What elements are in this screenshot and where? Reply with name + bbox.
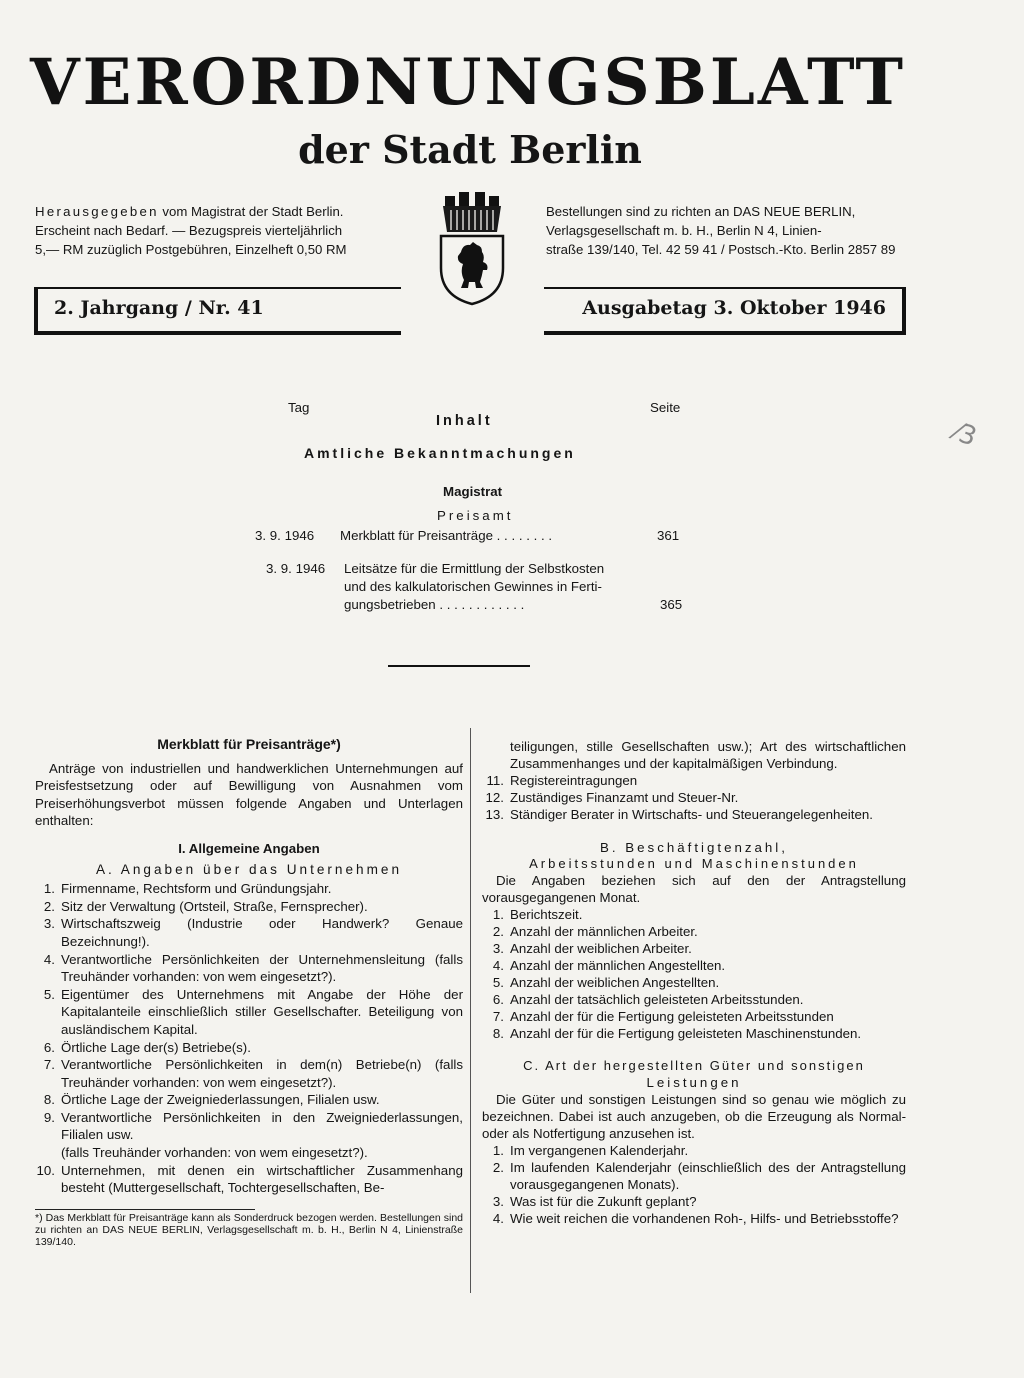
masthead-title: VERORDNUNGSBLATT — [30, 45, 906, 120]
list-item: 1. Berichtszeit. — [492, 907, 583, 923]
separator-rule — [388, 665, 530, 667]
article-right-column — [482, 739, 906, 1227]
publisher-line1: vom Magistrat der Stadt Berlin. — [158, 204, 344, 219]
toc-section-heading: Amtliche Bekanntmachungen — [304, 445, 576, 461]
list-item: 4. Wie weit reichen die vorhandenen Roh-, Hilfs- und Betriebsstoffe? — [492, 1210, 899, 1226]
orders-line1: Bestellungen sind zu richten an DAS NEUE BERLIN, — [546, 204, 856, 219]
list-item-continuation: (falls Treuhänder vorhanden: von wem eingesetzt?). — [61, 1145, 368, 1161]
section-c-intro: Die Güter und sonstigen Leistungen sind so genau wie möglich zu bezeichnen. Dabei ist auch anzugeben, ob die Erzeugung als Normal- oder als Notfertigung anzusehen ist. — [482, 1092, 906, 1142]
publisher-line3: 5,— RM zuzüglich Postgebühren, Einzelheft 0,50 RM — [35, 242, 347, 257]
section-a-title: A. Angaben über das Unternehmen — [95, 861, 403, 877]
list-item: 6. Anzahl der tatsächlich geleisteten Arbeitsstunden. — [492, 991, 804, 1007]
list-item: 8. Örtliche Lage der Zweigniederlassungen, Filialen usw. — [43, 1092, 380, 1108]
list-item: 3. Anzahl der weiblichen Arbeiter. — [492, 940, 692, 956]
toc-entry-2-title-line2: und des kalkulatorischen Gewinnes in Ferti- — [344, 579, 602, 594]
column-divider — [470, 728, 471, 1293]
list-item: 5. Anzahl der weiblichen Angestellten. — [492, 974, 720, 990]
publisher-info-right — [546, 202, 908, 259]
toc-entry-2-title-line3: gungsbetrieben . . . . . . . . . . . . — [344, 597, 525, 612]
list-item: 2. Anzahl der männlichen Arbeiter. — [492, 924, 698, 940]
list-item: 7. Verantwortliche Persönlichkeiten in dem(n) Betriebe(n) (falls Treuhänder vorhanden: von wem eingesetzt?). — [43, 1057, 463, 1090]
article-title: Merkblatt für Preisanträge*) — [157, 736, 341, 752]
list-item: 7. Anzahl der für die Fertigung geleisteten Arbeitsstunden — [492, 1008, 834, 1024]
issue-volume-number: 2. Jahrgang / Nr. 41 — [54, 297, 264, 319]
list-item: 3. Wirtschaftszweig (Industrie oder Handwerk? Genaue Bezeichnung!). — [43, 916, 463, 949]
toc-entry-2-date: 3. 9. 1946 — [266, 561, 326, 576]
section-b-title-line1: B. Beschäftigtenzahl, — [600, 839, 788, 855]
article-left-column — [35, 736, 463, 1248]
list-item: 10. Unternehmen, mit denen ein wirtschaftlicher Zusammenhang besteht (Muttergesellschaft, Tochtergesellschaften, Be- — [36, 1162, 463, 1196]
toc-entry-2-page: 365 — [660, 597, 683, 612]
section-c-title-line2: Leistungen — [646, 1075, 742, 1091]
publisher-info-left — [35, 202, 403, 259]
toc-authority: Magistrat — [443, 484, 503, 499]
issue-bar — [34, 287, 906, 333]
section-c-title-line1: C. Art der hergestellten Güter und sonstigen — [523, 1058, 865, 1074]
list-item: 9. Verantwortliche Persönlichkeiten in den Zweigniederlassungen, Filialen usw. — [43, 1109, 463, 1143]
toc-entry-2-title-line1[interactable]: Leitsätze für die Ermittlung der Selbstkosten — [344, 561, 605, 576]
list-item: 4. Verantwortliche Persönlichkeiten der Unternehmensleitung (falls Treuhänder vorhanden: von wem eingesetzt?). — [43, 951, 463, 985]
section-1-title: I. Allgemeine Angaben — [178, 840, 320, 856]
toc-office: Preisamt — [437, 508, 514, 523]
issue-date: Ausgabetag 3. Oktober 1946 — [582, 297, 886, 319]
masthead-subtitle: der Stadt Berlin — [298, 127, 642, 172]
toc-entry-1-title[interactable]: Merkblatt für Preisanträge . . . . . . . . — [340, 528, 553, 543]
section-b-intro: Die Angaben beziehen sich auf den der Antragstellung vorausgegangenen Monat. — [482, 873, 906, 906]
footnote-rule — [35, 1209, 255, 1210]
orders-line3: straße 139/140, Tel. 42 59 41 / Postsch.-Kto. Berlin 2857 89 — [546, 242, 896, 257]
footnote: *) Das Merkblatt für Preisanträge kann als Sonderdruck bezogen werden. Bestellungen sind zu richten an DAS NEUE BERLIN, Verlagsgesellschaft m. b. H., Berlin N 4, Linienstraße 139/140. — [35, 1211, 463, 1248]
article-intro: Anträge von industriellen und handwerklichen Unternehmungen auf Preisfestsetzung oder auf Bewilligung von Ausnahmen vom Preiserhöhungsverbot müssen folgende Angaben und Unterlagen enthalten: — [35, 760, 463, 829]
list-item: 1. Im vergangenen Kalenderjahr. — [492, 1142, 689, 1158]
list-item: 8. Anzahl der für die Fertigung geleisteten Maschinenstunden. — [492, 1025, 862, 1041]
publisher-spaced-word: Herausgegeben — [35, 204, 159, 219]
toc-entry-1-page: 361 — [657, 528, 680, 543]
list-item: 12. Zuständiges Finanzamt und Steuer-Nr. — [485, 789, 739, 805]
toc-seite-label: Seite — [650, 400, 681, 415]
list-item: 3. Was ist für die Zukunft geplant? — [492, 1193, 697, 1209]
orders-line2: Verlagsgesellschaft m. b. H., Berlin N 4, Linien- — [546, 223, 822, 238]
toc-tag-label: Tag — [288, 400, 310, 415]
list-item: 6. Örtliche Lage der(s) Betriebe(s). — [43, 1039, 251, 1055]
publisher-line2: Erscheint nach Bedarf. — Bezugspreis vierteljährlich — [35, 223, 343, 238]
toc-inhalt-heading: Inhalt — [436, 413, 493, 429]
toc-entry-1-date: 3. 9. 1946 — [255, 528, 315, 543]
handwritten-margin-mark: ⁄3 — [950, 417, 981, 453]
list-item: 2. Sitz der Verwaltung (Ortsteil, Straße, Fernsprecher). — [43, 898, 368, 914]
list-item: 5. Eigentümer des Unternehmens mit Angabe der Höhe der Kapitalanteile einschließlich stiller Gesellschafter. Beteiligung von ausländischem Kapital. — [43, 986, 463, 1037]
list-item: 1. Firmenname, Rechtsform und Gründungsjahr. — [43, 881, 332, 897]
list-item: 13. Ständiger Berater in Wirtschafts- und Steuerangelegenheiten. — [485, 806, 873, 822]
list-item-continuation: teiligungen, stille Gesellschaften usw.); Art des wirtschaftlichen Zusammenhanges und der kapitalmäßigen Verbindung. — [510, 739, 906, 771]
list-item: 11. Registereintragungen — [486, 772, 638, 788]
list-item: 4. Anzahl der männlichen Angestellten. — [492, 957, 726, 973]
list-item: 2. Im laufenden Kalenderjahr (einschließlich des der Antragstellung vorausgegangenen Monats). — [492, 1159, 906, 1192]
section-b-title-line2: Arbeitsstunden und Maschinenstunden — [529, 856, 859, 872]
